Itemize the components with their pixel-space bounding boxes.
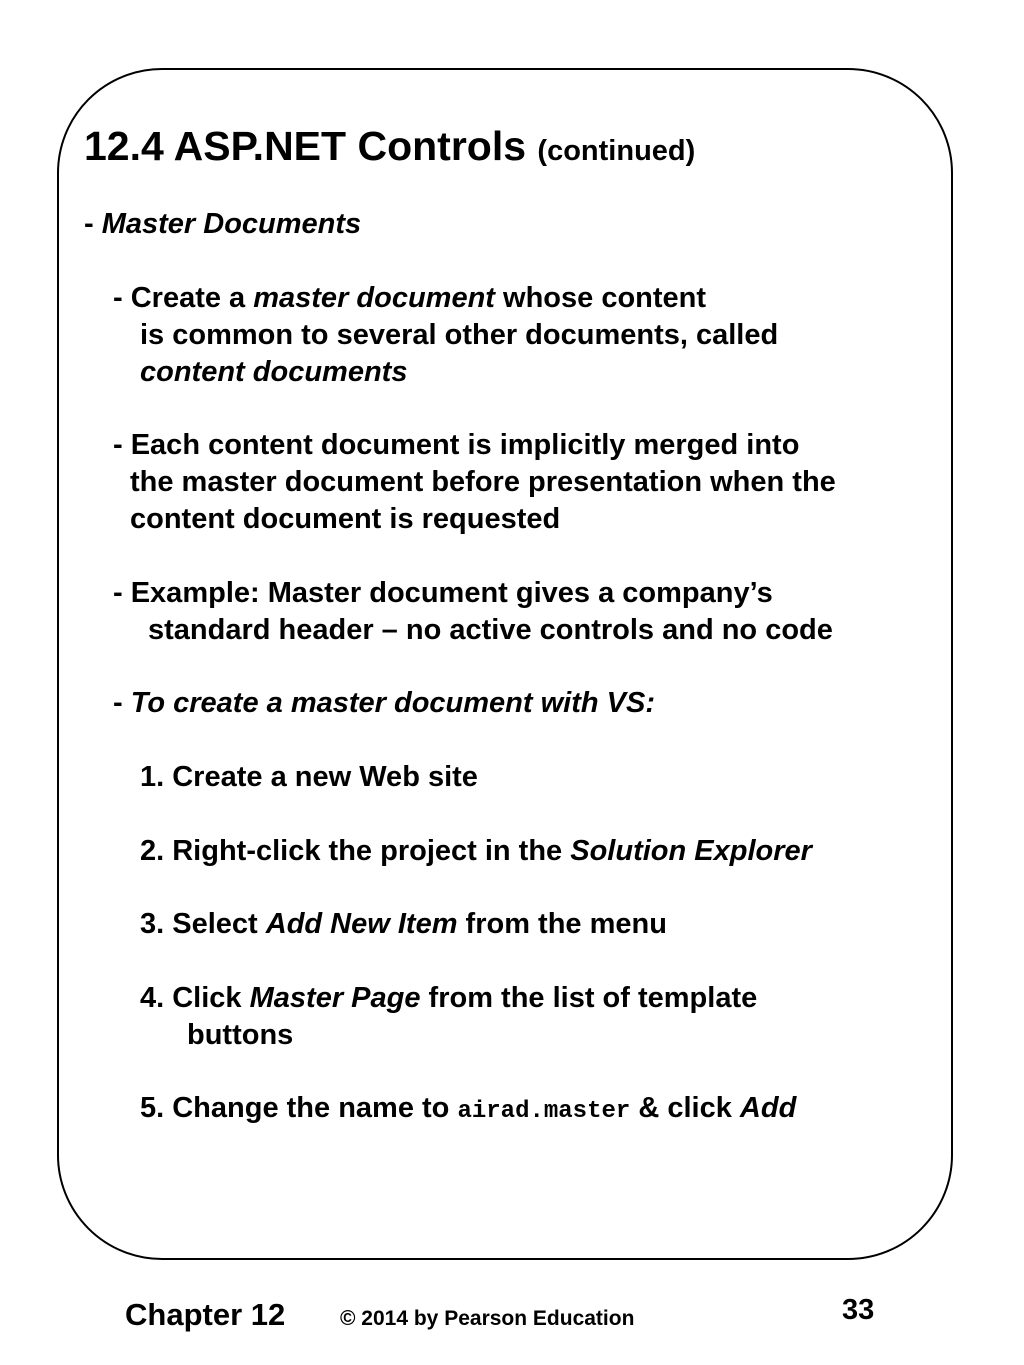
title-suffix: (continued): [537, 135, 696, 167]
bullet1-pre: - Create a: [113, 282, 254, 314]
step-1: 1. Create a new Web site: [140, 761, 478, 793]
step-5-code: airad.master: [457, 1098, 631, 1125]
bullet1-post: whose content: [494, 282, 707, 314]
bullet1-line1: [113, 280, 706, 316]
bullet2-line2: the master document before presentation when the: [130, 466, 836, 498]
step-3-term: Add New Item: [265, 908, 458, 940]
page-number: 33: [842, 1294, 875, 1326]
step-5-mid: & click: [630, 1092, 740, 1124]
section-heading: [84, 206, 361, 242]
step-5-pre: 5. Change the name to: [140, 1092, 458, 1124]
slide-title: [84, 122, 695, 175]
section-label: Master Documents: [101, 208, 362, 240]
bullet2-line3: content document is requested: [130, 503, 561, 535]
step-4-line2: buttons: [187, 1019, 294, 1051]
step-3-post: from the menu: [457, 908, 667, 940]
step-3: [140, 906, 667, 942]
bullet4-label: To create a master document with VS:: [130, 687, 655, 719]
slide-frame: [57, 68, 953, 1260]
bullet3-line1: - Example: Master document gives a company’s: [113, 577, 773, 609]
step-4-post: from the list of template: [420, 982, 758, 1014]
bullet1-line2: is common to several other documents, called: [140, 319, 779, 351]
bullet2-line1: - Each content document is implicitly merged into: [113, 429, 800, 461]
step-5: [140, 1090, 796, 1130]
step-2-text: 2. Right-click the project in the: [140, 835, 571, 867]
bullet1-term: master document: [253, 282, 495, 314]
bullet3-line2: standard header – no active controls and no code: [148, 614, 833, 646]
step-2-term: Solution Explorer: [570, 835, 812, 867]
title-text: 12.4 ASP.NET Controls: [84, 123, 527, 169]
step-5-term: Add: [739, 1092, 797, 1124]
step-3-pre: 3. Select: [140, 908, 266, 940]
bullet4-dash: -: [113, 687, 131, 719]
step-4-pre: 4. Click: [140, 982, 250, 1014]
step-4-term: Master Page: [249, 982, 421, 1014]
footer-copyright: © 2014 by Pearson Education: [340, 1307, 635, 1330]
footer-chapter: Chapter 12: [125, 1297, 286, 1332]
section-dash: -: [84, 208, 102, 240]
step-2: [140, 833, 812, 869]
bullet1-line3: [140, 354, 407, 390]
bullet4-heading: [113, 685, 655, 721]
step-4: [140, 980, 757, 1016]
bullet1-line3-term: content documents: [140, 356, 408, 388]
